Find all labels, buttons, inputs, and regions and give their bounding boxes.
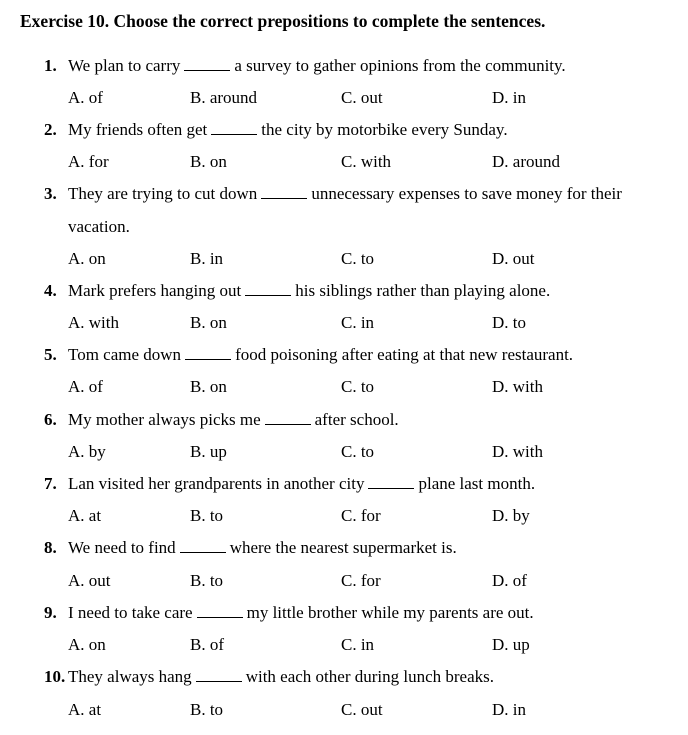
question-text-before: Mark prefers hanging out <box>68 281 242 300</box>
question-number: 8. <box>44 538 57 557</box>
question-number: 3. <box>44 184 57 203</box>
option-c[interactable]: C. to <box>341 377 375 396</box>
option-b[interactable]: B. on <box>190 377 227 396</box>
option-c[interactable]: C. for <box>341 571 381 590</box>
answer-blank <box>368 474 414 489</box>
question-4 <box>44 280 550 302</box>
question-8 <box>44 537 457 559</box>
option-a[interactable]: A. of <box>68 377 103 396</box>
question-text-after: the city by motorbike every Sunday. <box>261 120 508 139</box>
option-c[interactable]: C. to <box>341 442 375 461</box>
question-1 <box>44 55 566 77</box>
option-a[interactable]: A. at <box>68 700 102 719</box>
question-text-before: We plan to carry <box>68 56 181 75</box>
question-text-after: his siblings rather than playing alone. <box>295 281 551 300</box>
question-text-after: plane last month. <box>418 474 536 493</box>
option-c[interactable]: C. for <box>341 506 381 525</box>
answer-blank <box>197 603 243 618</box>
option-d[interactable]: D. in <box>492 700 526 719</box>
answer-blank <box>265 410 311 425</box>
answer-blank <box>180 538 226 553</box>
option-d[interactable]: D. with <box>492 442 543 461</box>
option-b[interactable]: B. on <box>190 313 227 332</box>
option-d[interactable]: D. in <box>492 88 526 107</box>
question-text-after: with each other during lunch breaks. <box>245 667 494 686</box>
option-a[interactable]: A. of <box>68 88 103 107</box>
question-9 <box>44 602 534 624</box>
question-text-after: where the nearest supermarket is. <box>229 538 457 557</box>
option-d[interactable]: D. with <box>492 377 543 396</box>
question-number: 6. <box>44 410 57 429</box>
option-b[interactable]: B. to <box>190 700 224 719</box>
question-7 <box>44 473 535 495</box>
option-b[interactable]: B. up <box>190 442 227 461</box>
question-10 <box>44 666 494 688</box>
question-number: 5. <box>44 345 57 364</box>
option-d[interactable]: D. up <box>492 635 530 654</box>
option-a[interactable]: A. out <box>68 571 111 590</box>
question-6 <box>44 409 399 431</box>
option-d[interactable]: D. around <box>492 152 560 171</box>
answer-blank <box>211 120 257 135</box>
question-number: 10. <box>44 667 66 686</box>
option-c[interactable]: C. in <box>341 313 375 332</box>
answer-blank <box>261 184 307 199</box>
option-d[interactable]: D. of <box>492 571 527 590</box>
question-text-after: a survey to gather opinions from the community. <box>234 56 566 75</box>
answer-blank <box>184 56 230 71</box>
question-text-after: unnecessary expenses to save money for their <box>311 184 622 203</box>
question-text-before: We need to find <box>68 538 176 557</box>
question-number: 4. <box>44 281 57 300</box>
answer-blank <box>196 667 242 682</box>
option-d[interactable]: D. to <box>492 313 526 332</box>
option-a[interactable]: A. with <box>68 313 119 332</box>
question-text-after: my little brother while my parents are out. <box>246 603 534 622</box>
option-b[interactable]: B. around <box>190 88 258 107</box>
option-c[interactable]: C. to <box>341 249 375 268</box>
option-c[interactable]: C. out <box>341 700 383 719</box>
option-a[interactable]: A. by <box>68 442 106 461</box>
option-b[interactable]: B. of <box>190 635 224 654</box>
option-c[interactable]: C. out <box>341 88 383 107</box>
question-text-before: They always hang <box>68 667 192 686</box>
option-a[interactable]: A. on <box>68 635 106 654</box>
question-number: 1. <box>44 56 57 75</box>
question-text-before: My mother always picks me <box>68 410 261 429</box>
option-a[interactable]: A. at <box>68 506 102 525</box>
question-number: 2. <box>44 120 57 139</box>
question-text-before: My friends often get <box>68 120 208 139</box>
answer-blank <box>245 281 291 296</box>
option-b[interactable]: B. to <box>190 506 224 525</box>
option-b[interactable]: B. on <box>190 152 227 171</box>
question-text-before: Lan visited her grandparents in another city <box>68 474 365 493</box>
option-c[interactable]: C. in <box>341 635 375 654</box>
option-b[interactable]: B. in <box>190 249 224 268</box>
option-a[interactable]: A. for <box>68 152 109 171</box>
question-text-before: I need to take care <box>68 603 193 622</box>
option-c[interactable]: C. with <box>341 152 392 171</box>
question-number: 9. <box>44 603 57 622</box>
question-text-after: after school. <box>314 410 399 429</box>
option-d[interactable]: D. by <box>492 506 530 525</box>
question-3 <box>44 183 622 205</box>
question-text-before: They are trying to cut down <box>68 184 258 203</box>
question-5 <box>44 344 573 366</box>
option-b[interactable]: B. to <box>190 571 224 590</box>
question-2 <box>44 119 508 141</box>
question-text-before: Tom came down <box>68 345 182 364</box>
answer-blank <box>185 345 231 360</box>
question-text-after: food poisoning after eating at that new restaurant. <box>235 345 574 364</box>
exercise-title: Exercise 10. Choose the correct prepositions to complete the sentences. <box>20 11 546 31</box>
option-a[interactable]: A. on <box>68 249 106 268</box>
question-3-continuation: vacation. <box>68 217 130 236</box>
option-d[interactable]: D. out <box>492 249 535 268</box>
question-number: 7. <box>44 474 57 493</box>
